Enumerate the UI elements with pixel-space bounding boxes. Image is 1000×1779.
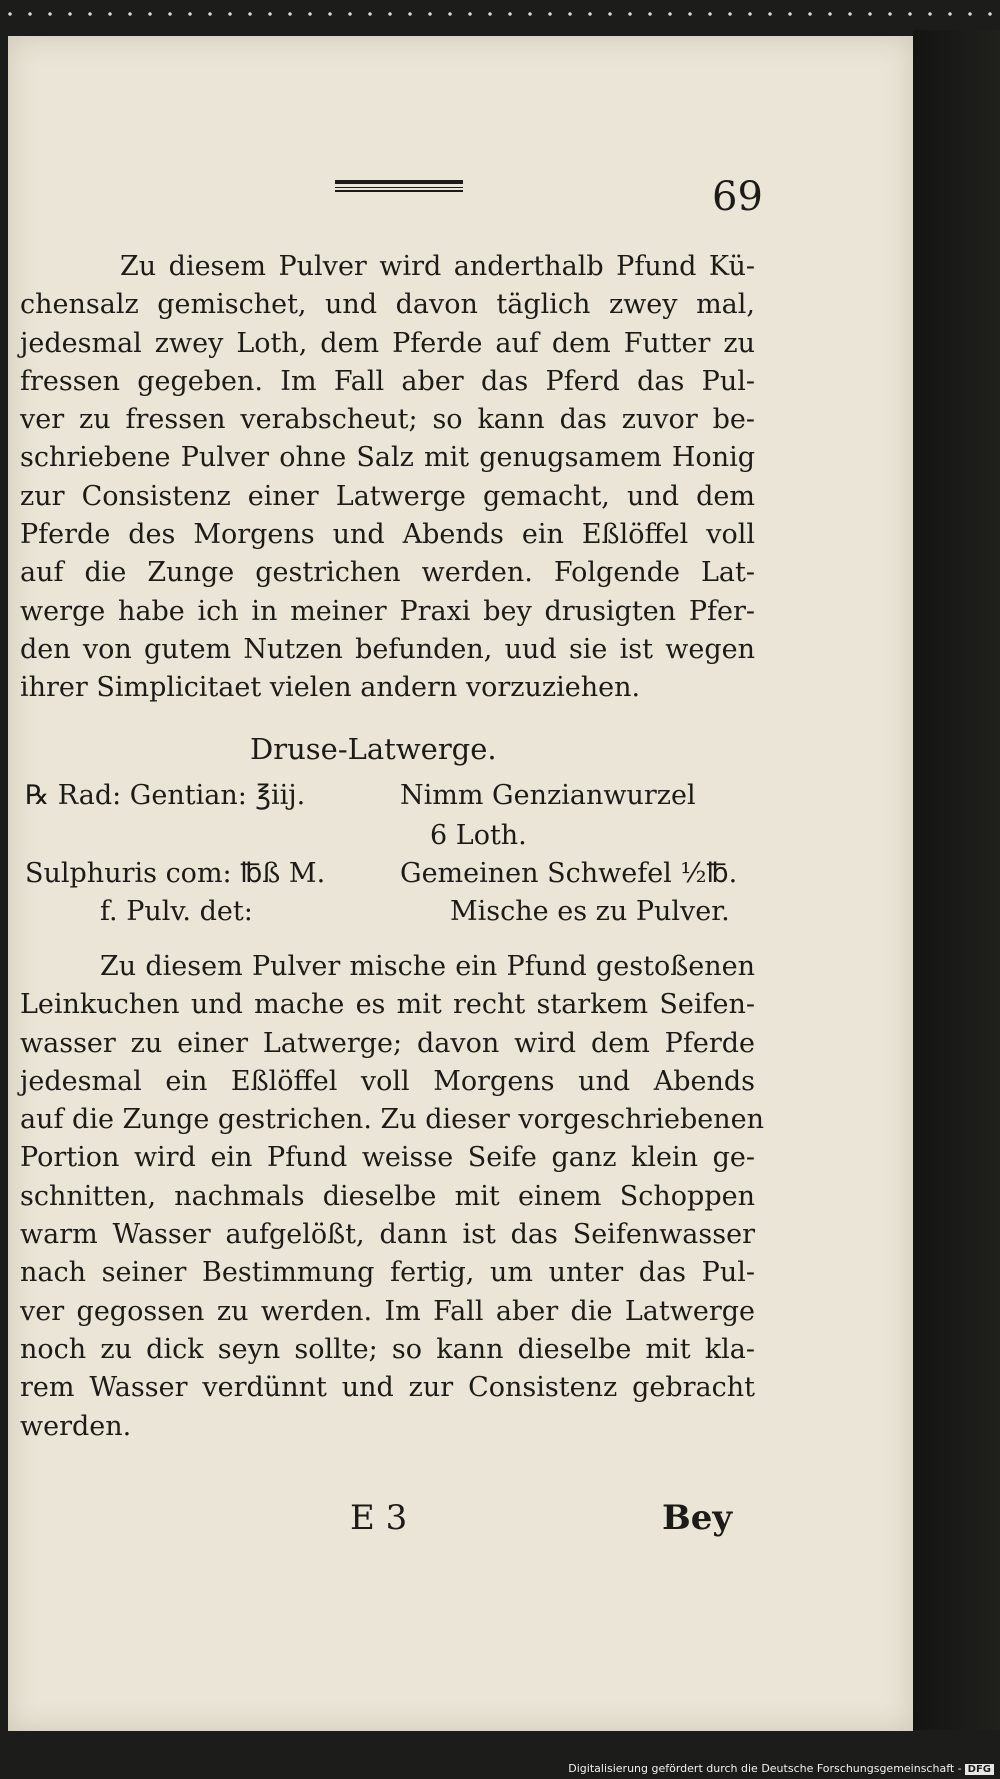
text-line: wasser zu einer Latwerge; davon wird dem Pferde xyxy=(20,1027,755,1059)
text-line: zur Consistenz einer Latwerge gemacht, und dem xyxy=(20,480,755,512)
text-line: den von gutem Nutzen befunden, uud sie ist wegen xyxy=(20,633,755,665)
recipe-german-2: 6 Loth. xyxy=(430,820,527,851)
header-rule xyxy=(335,180,463,192)
text-line: Zu diesem Pulver mische ein Pfund gestoßenen xyxy=(100,951,755,982)
text-line: auf die Zunge gestrichen. Zu dieser vorgeschriebenen xyxy=(20,1104,765,1136)
text-line: Pferde des Morgens und Abends ein Eßlöffel voll xyxy=(20,519,755,551)
text-line: ver zu fressen verabscheut; so kann das zuvor be- xyxy=(20,404,755,436)
text-line: werge habe ich in meiner Praxi bey drusigten Pfer- xyxy=(20,595,755,627)
recipe-latin-3: Sulphuris com: ℔ß M. xyxy=(25,858,326,889)
recipe-title: Druse-Latwerge. xyxy=(250,732,497,766)
paragraph-2 xyxy=(20,948,765,1446)
text-line: jedesmal zwey Loth, dem Pferde auf dem Futter zu xyxy=(20,327,755,359)
recipe-german-1: Nimm Genzianwurzel xyxy=(400,780,696,811)
text-line: warm Wasser aufgelößt, dann ist das Seifenwasser xyxy=(20,1219,755,1251)
recipe-german-3: Gemeinen Schwefel ½℔. xyxy=(400,858,738,889)
credit-text: Digitalisierung gefördert durch die Deutsche Forschungsgemeinschaft - xyxy=(568,1762,962,1775)
catchword: Bey xyxy=(662,1498,733,1538)
text-line: chensalz gemischet, und davon täglich zwey mal, xyxy=(20,289,755,321)
dfg-logo: DFG xyxy=(965,1764,994,1775)
text-line: noch zu dick seyn sollte; so kann dieselbe mit kla- xyxy=(20,1333,755,1365)
text-line: rem Wasser verdünnt und zur Consistenz gebracht xyxy=(20,1372,755,1404)
signature-mark: E 3 xyxy=(350,1498,408,1538)
recipe-german-4: Mische es zu Pulver. xyxy=(450,896,730,927)
text-line: auf die Zunge gestrichen werden. Folgende Lat- xyxy=(20,557,755,589)
scan-border xyxy=(913,30,1000,1730)
film-edge-dots xyxy=(0,10,1000,18)
recipe-latin-4: f. Pulv. det: xyxy=(100,896,253,927)
text-line: ihrer Simplicitaet vielen andern vorzuziehen. xyxy=(20,672,641,704)
text-line: jedesmal ein Eßlöffel voll Morgens und Abends xyxy=(20,1065,755,1097)
text-line: Zu diesem Pulver wird anderthalb Pfund Kü- xyxy=(120,251,755,282)
text-line: schriebene Pulver ohne Salz mit genugsamem Honig xyxy=(20,442,755,474)
text-line: Portion wird ein Pfund weisse Seife ganz klein ge- xyxy=(20,1142,755,1174)
text-line: nach seiner Bestimmung fertig, um unter das Pul- xyxy=(20,1257,755,1289)
text-line: schnitten, nachmals dieselbe mit einem Schoppen xyxy=(20,1180,755,1212)
text-line: ver gegossen zu werden. Im Fall aber die Latwerge xyxy=(20,1295,755,1327)
text-line: werden. xyxy=(20,1410,132,1442)
page-number: 69 xyxy=(712,174,763,220)
paragraph-1 xyxy=(20,248,755,708)
recipe-latin-1: ℞ Rad: Gentian: ℥iij. xyxy=(25,780,306,811)
text-line: Leinkuchen und mache es mit recht starkem Seifen- xyxy=(20,989,755,1021)
text-line: fressen gegeben. Im Fall aber das Pferd das Pul- xyxy=(20,365,755,397)
digitization-credit xyxy=(568,1762,994,1775)
